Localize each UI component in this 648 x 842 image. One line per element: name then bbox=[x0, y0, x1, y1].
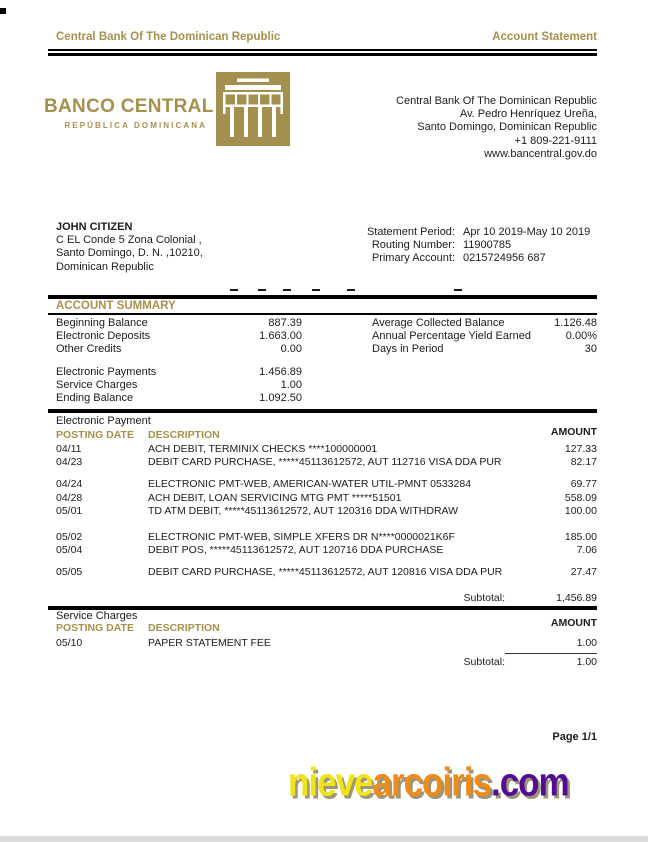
summary-row bbox=[56, 330, 302, 343]
summary-value: 1.126.48 bbox=[554, 317, 597, 329]
summary-label: Electronic Deposits bbox=[56, 330, 151, 343]
electronic-payment-section-title: Electronic Payment bbox=[56, 415, 151, 427]
transaction-date: 04/11 bbox=[56, 443, 82, 455]
statement-period-value: Apr 10 2019-May 10 2019 bbox=[463, 226, 591, 238]
customer-block bbox=[56, 221, 203, 274]
transaction-date: 04/23 bbox=[56, 456, 83, 469]
routing-number-label: Routing Number: bbox=[371, 239, 455, 252]
logo-subtitle: REPÚBLICA DOMINICANA bbox=[64, 121, 207, 130]
header-divider bbox=[48, 49, 597, 56]
routing-number-value: 11900785 bbox=[463, 239, 512, 252]
summary-value: 1.00 bbox=[280, 378, 302, 391]
summary-value: 30 bbox=[584, 343, 597, 356]
primary-account-row bbox=[360, 252, 590, 265]
transaction-description: DEBIT CARD PURCHASE, *****45113612572, AUT 112716 VISA DDA PUR bbox=[148, 456, 502, 469]
statement-period-label: Statement Period: bbox=[366, 226, 455, 238]
transaction-amount: 82.17 bbox=[570, 456, 597, 469]
bank-logo-wordmark bbox=[44, 96, 214, 130]
statement-period-row bbox=[360, 226, 590, 239]
description-column-header: DESCRIPTION bbox=[148, 429, 220, 441]
transaction-date: 05/10 bbox=[56, 637, 83, 649]
summary-label: Days in Period bbox=[372, 343, 444, 356]
print-artifact-dash bbox=[347, 289, 355, 291]
transaction-row bbox=[56, 566, 597, 579]
summary-row bbox=[372, 343, 597, 356]
transaction-row bbox=[56, 492, 597, 505]
bank-website: www.bancentral.gov.do bbox=[484, 147, 597, 160]
summary-value: 1.663.00 bbox=[259, 330, 302, 343]
print-artifact-dash bbox=[454, 289, 462, 291]
transaction-amount: 127.33 bbox=[564, 443, 597, 455]
posting-date-column-header: POSTING DATE bbox=[56, 622, 134, 634]
account-summary-right bbox=[372, 317, 597, 357]
summary-label: Other Credits bbox=[56, 343, 122, 356]
subtotal-label: Subtotal: bbox=[463, 656, 505, 669]
transaction-amount: 558.09 bbox=[564, 491, 597, 504]
print-artifact-dash bbox=[258, 289, 266, 291]
summary-value: 0.00 bbox=[280, 343, 302, 356]
transaction-date: 05/04 bbox=[56, 544, 83, 557]
transaction-description: PAPER STATEMENT FEE bbox=[148, 637, 271, 649]
print-artifact-mark bbox=[0, 8, 6, 14]
transaction-date: 04/28 bbox=[56, 491, 83, 504]
subtotal-value: 1.00 bbox=[505, 653, 597, 668]
subtotal-row bbox=[56, 653, 597, 668]
header-divider-thick-line bbox=[48, 53, 597, 57]
bank-address-line: Av. Pedro Henríquez Ureña, bbox=[459, 108, 597, 121]
summary-row bbox=[372, 317, 597, 330]
amount-column-header: AMOUNT bbox=[550, 617, 597, 629]
section-divider bbox=[48, 295, 597, 299]
summary-row bbox=[56, 343, 302, 356]
transaction-row bbox=[56, 505, 597, 518]
summary-row bbox=[56, 379, 302, 392]
document-header-type: Account Statement bbox=[492, 31, 597, 43]
description-column-header: DESCRIPTION bbox=[148, 622, 220, 634]
transaction-row bbox=[56, 531, 597, 544]
summary-value: 1.456.89 bbox=[259, 365, 302, 378]
bank-address-line: Santo Domingo, Dominican Republic bbox=[417, 121, 597, 134]
amount-column-header: AMOUNT bbox=[550, 426, 597, 438]
transaction-description: ELECTRONIC PMT-WEB, AMERICAN-WATER UTIL-PMNT 0533284 bbox=[148, 478, 472, 491]
bank-logo bbox=[216, 72, 290, 146]
section-divider bbox=[48, 409, 597, 413]
transaction-description: TD ATM DEBIT, *****45113612572, AUT 120316 DDA WITHDRAW bbox=[148, 504, 459, 517]
primary-account-value: 0215724956 687 bbox=[463, 252, 546, 265]
bank-address-line: Central Bank Of The Dominican Republic bbox=[396, 95, 597, 107]
summary-row bbox=[56, 366, 302, 379]
customer-address-line: Santo Domingo, D. N. ,10210, bbox=[56, 247, 203, 260]
summary-value: 887.39 bbox=[268, 317, 302, 329]
transaction-row bbox=[56, 456, 597, 469]
watermark-part-arcoiris: arcoiris bbox=[372, 760, 491, 805]
customer-address-line: C EL Conde 5 Zona Colonial , bbox=[56, 234, 202, 247]
logo-title: BANCO CENTRAL bbox=[44, 96, 214, 117]
summary-label: Service Charges bbox=[56, 378, 138, 391]
service-charges-section-title: Service Charges bbox=[56, 610, 138, 622]
transaction-row bbox=[56, 443, 597, 456]
transaction-date: 04/24 bbox=[56, 478, 83, 491]
transaction-amount: 7.06 bbox=[576, 544, 597, 557]
transaction-amount: 100.00 bbox=[564, 504, 597, 517]
page-number: Page 1/1 bbox=[552, 731, 597, 743]
account-summary-title: ACCOUNT SUMMARY bbox=[56, 300, 176, 312]
electronic-payment-column-headers bbox=[56, 429, 597, 441]
customer-name: JOHN CITIZEN bbox=[56, 221, 133, 233]
summary-value: 1.092.50 bbox=[259, 392, 302, 405]
transaction-description: DEBIT CARD PURCHASE, *****45113612572, AUT 120816 VISA DDA PUR bbox=[148, 566, 503, 579]
transaction-description: ACH DEBIT, TERMINIX CHECKS ****100000001 bbox=[148, 443, 378, 455]
transaction-amount: 185.00 bbox=[564, 531, 597, 544]
bank-columns-icon bbox=[216, 72, 290, 146]
statement-info-block bbox=[360, 226, 590, 266]
primary-account-label: Primary Account: bbox=[371, 252, 455, 265]
summary-value: 0.00% bbox=[565, 330, 597, 343]
subtotal-value: 1,456.89 bbox=[505, 592, 597, 607]
account-summary-left bbox=[56, 317, 302, 405]
posting-date-column-header: POSTING DATE bbox=[56, 429, 134, 441]
section-divider bbox=[48, 313, 597, 315]
summary-row bbox=[56, 317, 302, 330]
transaction-description: DEBIT POS, *****45113612572, AUT 120716 DDA PURCHASE bbox=[148, 544, 444, 557]
summary-label: Beginning Balance bbox=[56, 317, 148, 329]
transaction-date: 05/02 bbox=[56, 531, 83, 544]
summary-label: Electronic Payments bbox=[56, 365, 157, 378]
summary-label: Ending Balance bbox=[56, 392, 134, 405]
section-divider bbox=[48, 606, 597, 610]
bank-contact-block bbox=[396, 95, 597, 161]
print-artifact-dash bbox=[230, 289, 238, 291]
routing-number-row bbox=[360, 239, 590, 252]
service-charges-column-headers bbox=[56, 622, 597, 634]
subtotal-row bbox=[56, 592, 597, 607]
print-artifact-dash bbox=[283, 289, 291, 291]
print-artifact-dash bbox=[312, 289, 320, 291]
page-edge-strip bbox=[0, 836, 648, 842]
transaction-date: 05/05 bbox=[56, 566, 83, 579]
transaction-description: ELECTRONIC PMT-WEB, SIMPLE XFERS DR N****0000021K6F bbox=[148, 531, 455, 544]
summary-label: Annual Percentage Yield Earned bbox=[372, 330, 532, 343]
subtotal-label: Subtotal: bbox=[463, 591, 505, 604]
electronic-payment-rows bbox=[56, 443, 597, 607]
transaction-amount: 1.00 bbox=[576, 637, 597, 649]
summary-row bbox=[56, 392, 302, 405]
transaction-row bbox=[56, 637, 597, 650]
document-header-title: Central Bank Of The Dominican Republic bbox=[56, 31, 281, 43]
customer-address-line: Dominican Republic bbox=[56, 260, 154, 273]
service-charges-rows bbox=[56, 637, 597, 668]
summary-row bbox=[372, 330, 597, 343]
transaction-amount: 27.47 bbox=[570, 566, 597, 579]
transaction-description: ACH DEBIT, LOAN SERVICING MTG PMT *****51501 bbox=[148, 491, 402, 504]
transaction-row bbox=[56, 478, 597, 491]
transaction-amount: 69.77 bbox=[570, 478, 597, 491]
watermark-part-com: .com bbox=[490, 760, 569, 805]
watermark-part-nieve: nieve bbox=[288, 760, 373, 805]
transaction-date: 05/01 bbox=[56, 504, 83, 517]
bank-phone: +1 809-221-9111 bbox=[514, 134, 597, 147]
summary-label: Average Collected Balance bbox=[372, 317, 505, 329]
transaction-row bbox=[56, 544, 597, 557]
watermark-nievearcoiris bbox=[288, 760, 569, 806]
header-divider-thin-line bbox=[48, 49, 597, 51]
